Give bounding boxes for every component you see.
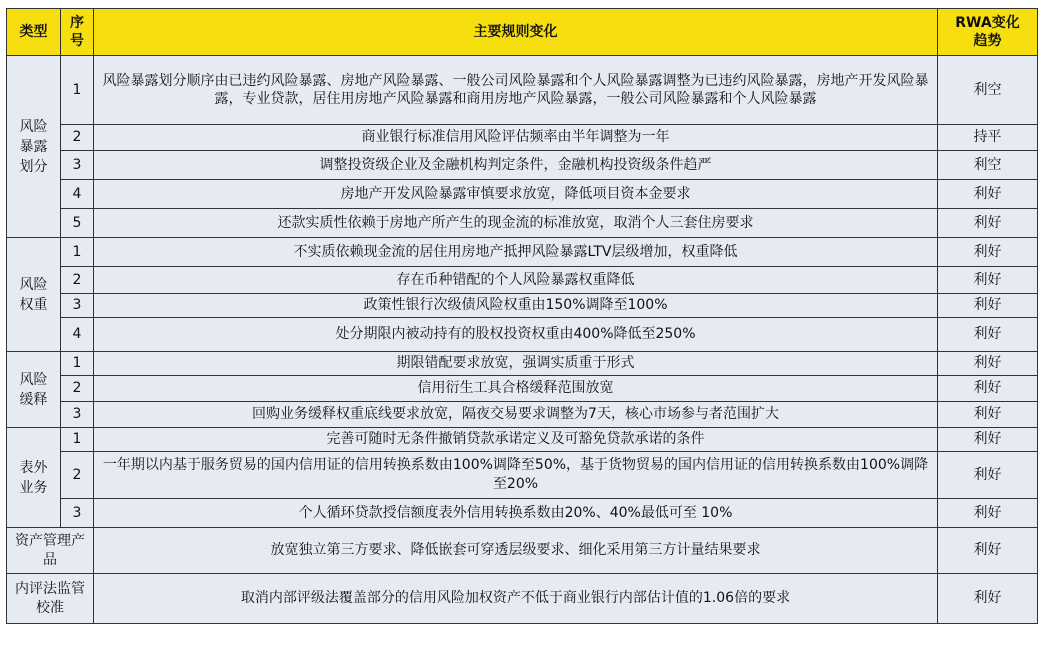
rule-cell: 还款实质性依赖于房地产所产生的现金流的标准放宽，取消个人三套住房要求	[94, 209, 938, 238]
rule-cell: 放宽独立第三方要求、降低嵌套可穿透层级要求、细化采用第三方计量结果要求	[94, 528, 938, 574]
header-trend: RWA变化趋势	[938, 9, 1038, 56]
index-cell: 3	[61, 499, 94, 528]
table-row	[7, 238, 1038, 267]
trend-cell: 利好	[938, 294, 1038, 318]
rule-cell: 完善可随时无条件撤销贷款承诺定义及可豁免贷款承诺的条件	[94, 428, 938, 452]
table-row	[7, 452, 1038, 499]
trend-cell: 利好	[938, 452, 1038, 499]
table-row	[7, 528, 1038, 574]
index-cell: 1	[61, 56, 94, 125]
rule-cell: 个人循环贷款授信额度表外信用转换系数由20%、40%最低可至 10%	[94, 499, 938, 528]
trend-cell: 利好	[938, 267, 1038, 294]
table-row	[7, 125, 1038, 151]
trend-cell: 利好	[938, 238, 1038, 267]
rule-cell: 存在币种错配的个人风险暴露权重降低	[94, 267, 938, 294]
header-type: 类型	[7, 9, 61, 56]
rwa-rule-change-table	[6, 8, 1038, 624]
rule-cell: 风险暴露划分顺序由已违约风险暴露、房地产风险暴露、一般公司风险暴露和个人风险暴露调整为已违约风险暴露，房地产开发风险暴露，专业贷款，居住用房地产风险暴露和商用房地产风险暴露，一般公司风险暴露和个人风险暴露	[94, 56, 938, 125]
index-cell: 3	[61, 151, 94, 180]
table-row	[7, 151, 1038, 180]
trend-cell: 利好	[938, 499, 1038, 528]
trend-cell: 利空	[938, 56, 1038, 125]
trend-cell: 利好	[938, 318, 1038, 352]
table-row	[7, 318, 1038, 352]
trend-cell: 利好	[938, 574, 1038, 624]
trend-cell: 利好	[938, 428, 1038, 452]
table-row	[7, 267, 1038, 294]
table-row	[7, 294, 1038, 318]
table-row	[7, 180, 1038, 209]
index-cell: 4	[61, 180, 94, 209]
category-cell: 内评法监管校准	[7, 574, 94, 624]
rule-cell: 房地产开发风险暴露审慎要求放宽，降低项目资本金要求	[94, 180, 938, 209]
index-cell: 1	[61, 428, 94, 452]
table-row	[7, 352, 1038, 376]
rule-cell: 政策性银行次级债风险权重由150%调降至100%	[94, 294, 938, 318]
index-cell: 5	[61, 209, 94, 238]
index-cell: 3	[61, 402, 94, 428]
category-cell: 资产管理产品	[7, 528, 94, 574]
rule-cell: 取消内部评级法覆盖部分的信用风险加权资产不低于商业银行内部估计值的1.06倍的要求	[94, 574, 938, 624]
table-row	[7, 376, 1038, 402]
table-row	[7, 499, 1038, 528]
rule-cell: 一年期以内基于服务贸易的国内信用证的信用转换系数由100%调降至50%，基于货物贸易的国内信用证的信用转换系数由100%调降至20%	[94, 452, 938, 499]
index-cell: 2	[61, 452, 94, 499]
rule-cell: 回购业务缓释权重底线要求放宽，隔夜交易要求调整为7天，核心市场参与者范围扩大	[94, 402, 938, 428]
rule-cell: 不实质依赖现金流的居住用房地产抵押风险暴露LTV层级增加，权重降低	[94, 238, 938, 267]
trend-cell: 利好	[938, 352, 1038, 376]
table-row	[7, 428, 1038, 452]
rule-cell: 处分期限内被动持有的股权投资权重由400%降低至250%	[94, 318, 938, 352]
index-cell: 1	[61, 238, 94, 267]
rule-cell: 期限错配要求放宽，强调实质重于形式	[94, 352, 938, 376]
index-cell: 1	[61, 352, 94, 376]
trend-cell: 利好	[938, 402, 1038, 428]
index-cell: 2	[61, 267, 94, 294]
index-cell: 2	[61, 125, 94, 151]
rule-cell: 商业银行标准信用风险评估频率由半年调整为一年	[94, 125, 938, 151]
trend-cell: 利空	[938, 151, 1038, 180]
table-row	[7, 209, 1038, 238]
table-row	[7, 56, 1038, 125]
trend-cell: 利好	[938, 528, 1038, 574]
table-row	[7, 402, 1038, 428]
category-cell: 风险暴露划分	[7, 56, 61, 238]
trend-cell: 利好	[938, 180, 1038, 209]
rule-cell: 调整投资级企业及金融机构判定条件，金融机构投资级条件趋严	[94, 151, 938, 180]
trend-cell: 持平	[938, 125, 1038, 151]
category-cell: 表外业务	[7, 428, 61, 528]
index-cell: 4	[61, 318, 94, 352]
header-row	[7, 9, 1038, 56]
table-row	[7, 574, 1038, 624]
trend-cell: 利好	[938, 376, 1038, 402]
rule-cell: 信用衍生工具合格缓释范围放宽	[94, 376, 938, 402]
category-cell: 风险权重	[7, 238, 61, 352]
header-change: 主要规则变化	[94, 9, 938, 56]
index-cell: 3	[61, 294, 94, 318]
table-container	[6, 8, 1038, 624]
index-cell: 2	[61, 376, 94, 402]
trend-cell: 利好	[938, 209, 1038, 238]
category-cell: 风险缓释	[7, 352, 61, 428]
header-index: 序号	[61, 9, 94, 56]
